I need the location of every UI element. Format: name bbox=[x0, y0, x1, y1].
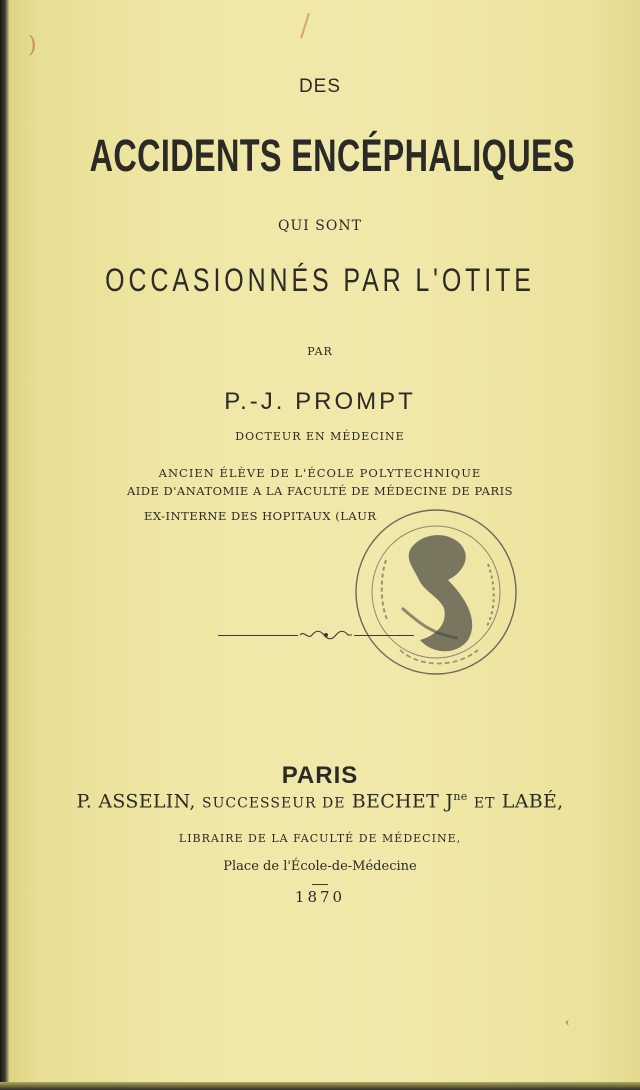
main-title: ACCIDENTS ENCÉPHALIQUES bbox=[89, 130, 575, 181]
imprint-address: Place de l'École-de-Médecine bbox=[223, 859, 417, 874]
ornamental-rule-left bbox=[218, 635, 298, 636]
title-connector: QUI SONT bbox=[278, 218, 362, 234]
margin-mark: ‹ bbox=[565, 1016, 570, 1029]
author-credential: EX-INTERNE DES HOPITAUX (LAUR bbox=[144, 509, 377, 523]
author-credential: AIDE D'ANATOMIE A LA FACULTÉ DE MÉDECINE DE PARIS bbox=[126, 484, 514, 498]
author-degree: DOCTEUR EN MÉDECINE bbox=[235, 430, 405, 443]
page-spine bbox=[0, 0, 9, 1090]
imprint-bookseller: LIBRAIRE DE LA FACULTÉ DE MÉDECINE, bbox=[178, 832, 462, 845]
title-prefix: DES bbox=[298, 76, 342, 97]
pencil-mark: / bbox=[300, 8, 311, 43]
imprint-year: 1870 bbox=[294, 888, 346, 906]
imprint-city: PARIS bbox=[281, 762, 359, 789]
page-bottom-edge bbox=[0, 1082, 640, 1090]
imprint-divider bbox=[312, 884, 328, 885]
library-seal-icon bbox=[340, 500, 520, 682]
author-credential: ANCIEN ÉLÈVE DE L'ÉCOLE POLYTECHNIQUE bbox=[158, 466, 482, 480]
subtitle: OCCASIONNÉS PAR L'OTITE bbox=[105, 262, 535, 298]
author-name: P.-J. PROMPT bbox=[224, 388, 416, 415]
ink-mark: ) bbox=[28, 33, 37, 58]
imprint-publisher: P. ASSELIN, SUCCESSEUR DE BECHET $J^{ne}$ ET LABÉ, bbox=[76, 790, 564, 813]
by-line: PAR bbox=[307, 345, 333, 358]
